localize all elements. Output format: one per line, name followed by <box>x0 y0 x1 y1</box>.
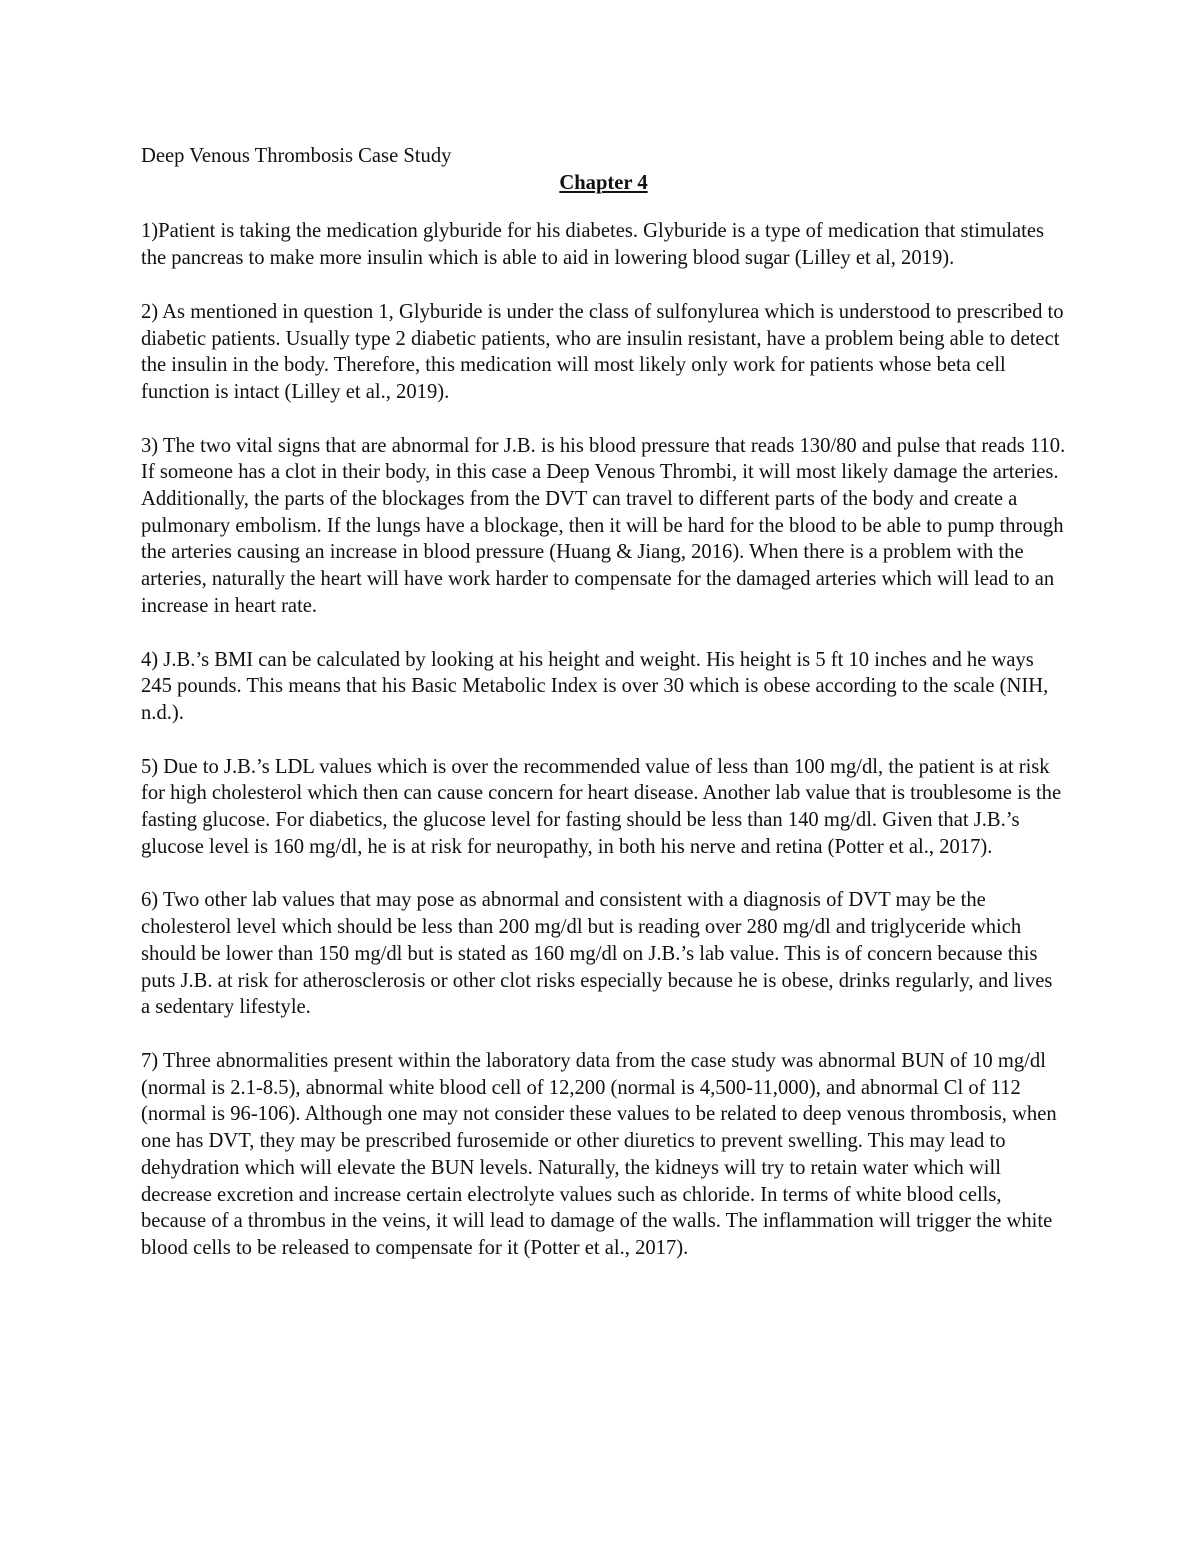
chapter-heading: Chapter 4 <box>559 171 648 194</box>
answer-paragraph-3: 3) The two vital signs that are abnormal for J.B. is his blood pressure that reads 130/80 and pulse that reads 110. If someone has a clot in their body, in this case a Deep Venous Thrombi, it will most likely damage the arteries. Additionally, the parts of the blockages from the DVT can travel to different parts of the body and create a pulmonary embolism. If the lungs have a blockage, then it will be hard for the blood to be able to pump through the arteries causing an increase in blood pressure (Huang & Jiang, 2016). When there is a problem with the arteries, naturally the heart will have work harder to compensate for the damaged arteries which will lead to an increase in heart rate. <box>141 434 1066 617</box>
answer-paragraph-7: 7) Three abnormalities present within the laboratory data from the case study was abnormal BUN of 10 mg/dl (normal is 2.1-8.5), abnormal white blood cell of 12,200 (normal is 4,500-11,000), and abnormal Cl of 112 (normal is 96-106). Although one may not consider these values to be related to deep venous thrombosis, when one has DVT, they may be prescribed furosemide or other diuretics to prevent swelling. This may lead to dehydration which will elevate the BUN levels. Naturally, the kidneys will try to retain water which will decrease excretion and increase certain electrolyte values such as chloride. In terms of white blood cells, because of a thrombus in the veins, it will lead to damage of the walls. The inflammation will trigger the white blood cells to be released to compensate for it (Potter et al., 2017). <box>141 1049 1057 1259</box>
answer-paragraph-6: 6) Two other lab values that may pose as abnormal and consistent with a diagnosis of DVT may be the cholesterol level which should be less than 200 mg/dl but is reading over 280 mg/dl and triglyceride which should be lower than 150 mg/dl but is stated as 160 mg/dl on J.B.’s lab value. This is of concern because this puts J.B. at risk for atherosclerosis or other clot risks especially because he is obese, drinks regularly, and lives a sedentary lifestyle. <box>141 889 1053 1019</box>
answer-paragraph-1: 1)Patient is taking the medication glyburide for his diabetes. Glyburide is a type of medication that stimulates the pancreas to make more insulin which is able to aid in lowering blood sugar (Lilley et al, 2019). <box>141 220 1045 270</box>
answer-paragraph-4: 4) J.B.’s BMI can be calculated by looking at his height and weight. His height is 5 ft 10 inches and he ways 245 pounds. This means that his Basic Metabolic Index is over 30 which is obese according to the scale (NIH, n.d.). <box>141 648 1049 724</box>
answer-paragraph-5: 5) Due to J.B.’s LDL values which is over the recommended value of less than 100 mg/dl, the patient is at risk for high cholesterol which then can cause concern for heart disease. Another lab value that is troublesome is the fasting glucose. For diabetics, the glucose level for fasting should be less than 140 mg/dl. Given that J.B.’s glucose level is 160 mg/dl, he is at risk for neuropathy, in both his nerve and retina (Potter et al., 2017). <box>141 755 1062 858</box>
document-title: Deep Venous Thrombosis Case Study <box>141 145 452 167</box>
document-body <box>141 143 1066 1289</box>
answer-paragraph-2: 2) As mentioned in question 1, Glyburide is under the class of sulfonylurea which is understood to prescribed to diabetic patients. Usually type 2 diabetic patients, who are insulin resistant, have a problem being able to detect the insulin in the body. Therefore, this medication will most likely only work for patients whose beta cell function is intact (Lilley et al., 2019). <box>141 300 1064 403</box>
